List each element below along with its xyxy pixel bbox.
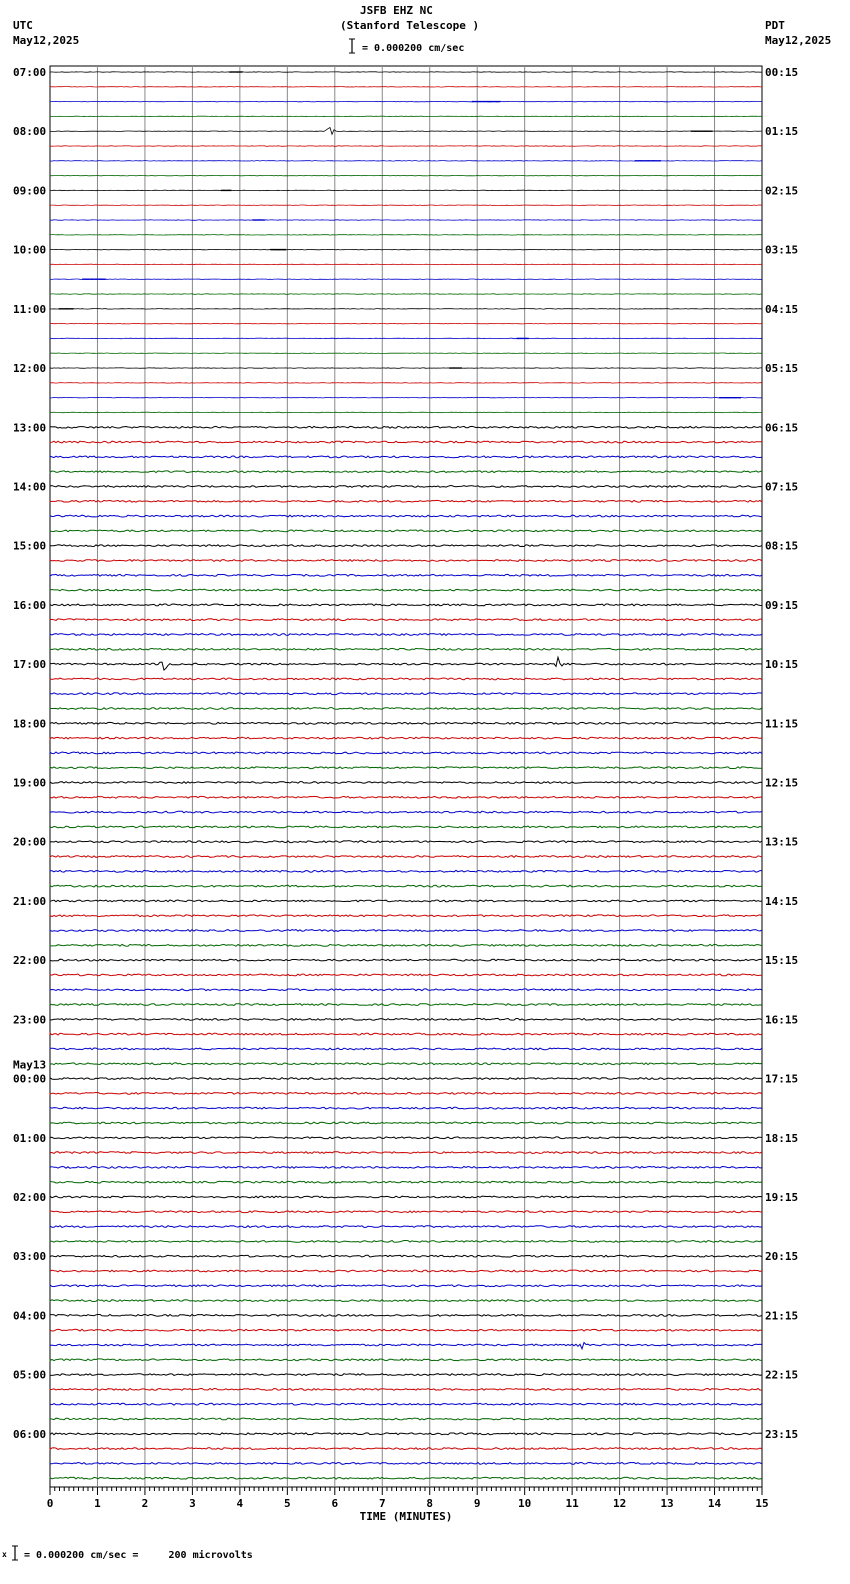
seismic-trace [50,648,762,650]
seismic-trace [50,1078,762,1080]
site-title: (Stanford Telescope ) [340,19,480,32]
left-hour-label: 11:00 [13,302,47,316]
seismic-trace [50,1285,762,1287]
seismic-trace [50,767,762,769]
seismic-trace [50,128,762,135]
left-date-label: May12,2025 [13,34,80,47]
right-hour-label: 23:15 [765,1427,799,1441]
seismic-trace [50,1477,762,1479]
seismic-trace [50,146,762,147]
seismic-trace [50,752,762,754]
seismic-trace [50,1300,762,1302]
seismic-trace [50,101,762,102]
seismic-trace [50,885,762,887]
seismic-trace [50,397,762,398]
seismic-trace [50,515,762,517]
right-hour-label: 17:15 [765,1072,799,1086]
seismic-trace [50,235,762,236]
seismic-trace [50,116,762,117]
seismic-trace [50,323,762,324]
seismic-trace [50,657,762,670]
seismic-trace [50,1374,762,1376]
seismic-trace [50,294,762,295]
seismic-trace [50,826,762,828]
seismic-trace [50,796,762,798]
footer-calibration: = 0.000200 cm/sec = 200 microvolts [24,1550,253,1561]
x-tick-label: 4 [236,1497,244,1510]
seismic-trace [50,1270,762,1272]
right-hour-label: 14:15 [765,894,799,908]
seismic-trace [50,279,762,280]
footer-marker: x [2,1550,7,1559]
seismic-trace [50,1152,762,1154]
seismic-trace [50,856,762,858]
scale-label: = 0.000200 cm/sec [362,43,465,54]
seismic-trace [50,1018,762,1020]
right-hour-label: 18:15 [765,1131,799,1145]
seismic-trace [50,1389,762,1391]
seismic-trace [50,471,762,473]
seismic-trace [50,545,762,547]
seismic-trace [50,87,762,88]
right-hour-label: 22:15 [765,1368,799,1382]
left-hour-label: 18:00 [13,717,47,731]
right-hour-label: 13:15 [765,835,799,849]
seismic-trace [50,693,762,695]
right-hour-label: 02:15 [765,184,799,198]
seismic-trace [50,175,762,176]
right-hour-label: 09:15 [765,598,799,612]
seismic-trace [50,1433,762,1435]
right-hour-label: 20:15 [765,1250,799,1264]
seismic-trace [50,249,762,250]
right-hour-label: 00:15 [765,66,799,79]
seismic-trace [50,560,762,562]
seismic-trace [50,1329,762,1331]
right-hour-label: 04:15 [765,302,799,316]
left-hour-label: 15:00 [13,539,47,553]
right-hour-label: 12:15 [765,776,799,790]
seismic-trace [50,264,762,265]
left-hour-label: 14:00 [13,480,47,494]
x-axis-label: TIME (MINUTES) [359,1510,453,1523]
seismic-trace [50,574,762,576]
seismic-trace [50,722,762,724]
seismic-trace [50,1315,762,1317]
seismic-trace [50,1181,762,1183]
seismic-trace [50,456,762,458]
right-hour-label: 05:15 [765,362,799,376]
seismic-trace [50,205,762,206]
left-hour-label: 01:00 [13,1131,47,1145]
right-hour-label: 21:15 [765,1309,799,1323]
left-hour-label: 23:00 [13,1013,47,1027]
left-hour-label: 10:00 [13,243,47,257]
left-hour-label: 02:00 [13,1190,47,1204]
left-hour-label: 17:00 [13,658,47,672]
seismic-trace [50,1093,762,1095]
seismic-trace [50,589,762,591]
seismic-trace [50,1448,762,1450]
seismic-trace [50,353,762,354]
left-hour-label: 19:00 [13,776,47,790]
seismic-trace [50,1048,762,1050]
seismic-trace [50,486,762,488]
x-tick-label: 0 [46,1497,54,1510]
seismic-trace [50,1463,762,1465]
seismic-trace [50,944,762,946]
seismic-trace [50,1107,762,1109]
seismic-trace [50,190,762,191]
seismic-trace [50,870,762,872]
x-tick-label: 11 [565,1497,579,1510]
left-hour-label: 03:00 [13,1250,47,1264]
left-hour-label: 04:00 [13,1309,47,1323]
seismic-trace [50,811,762,813]
seismic-trace [50,412,762,413]
x-tick-label: 7 [378,1497,386,1510]
seismic-trace [50,309,762,310]
right-hour-label: 08:15 [765,539,799,553]
left-hour-label: 08:00 [13,125,47,139]
left-hour-label: 06:00 [13,1427,47,1441]
station-title: JSFB EHZ NC [360,4,433,17]
seismic-trace [50,1418,762,1420]
right-hour-label: 01:15 [765,125,799,139]
right-hour-label: 06:15 [765,421,799,435]
seismic-trace [50,1241,762,1243]
seismic-trace [50,708,762,710]
x-tick-label: 2 [141,1497,149,1510]
seismic-trace [50,1255,762,1257]
seismic-trace [50,930,762,932]
left-hour-label: 16:00 [13,598,47,612]
x-tick-label: 3 [189,1497,196,1510]
seismic-trace [50,841,762,843]
seismic-trace [50,1403,762,1405]
seismic-trace [50,989,762,991]
seismic-trace [50,500,762,502]
left-hour-label: 13:00 [13,421,47,435]
seismic-trace [50,915,762,917]
seismic-trace [50,1343,762,1349]
right-zone-label: PDT [765,19,785,32]
seismic-trace [50,368,762,369]
seismic-trace [50,678,762,680]
right-hour-label: 15:15 [765,954,799,968]
left-hour-label: 05:00 [13,1368,47,1382]
seismic-trace [50,1033,762,1035]
seismic-trace [50,634,762,636]
seismic-trace [50,530,762,532]
left-hour-label: 09:00 [13,184,47,198]
seismic-trace [50,604,762,606]
x-tick-label: 14 [707,1497,722,1510]
seismic-trace [50,619,762,621]
x-tick-label: 5 [284,1497,291,1510]
right-date-label: May12,2025 [765,34,832,47]
right-hour-label: 03:15 [765,243,799,257]
x-tick-label: 12 [612,1497,627,1510]
seismic-trace [50,782,762,784]
left-hour-label: 00:00 [13,1072,47,1086]
footer-scale-bar-icon [10,1545,20,1561]
seismic-trace [50,974,762,976]
x-tick-label: 13 [660,1497,674,1510]
seismic-trace [50,959,762,961]
x-tick-label: 1 [94,1497,101,1510]
seismic-trace [50,737,762,739]
seismic-trace [50,1226,762,1228]
seismic-trace [50,1359,762,1361]
right-hour-label: 16:15 [765,1013,799,1027]
x-tick-label: 10 [518,1497,532,1510]
seismic-trace [50,1167,762,1169]
right-hour-label: 10:15 [765,658,799,672]
left-hour-label: 12:00 [13,362,47,376]
x-tick-label: 6 [331,1497,339,1510]
seismic-trace [50,1122,762,1124]
x-tick-label: 9 [473,1497,481,1510]
left-hour-label: 07:00 [13,66,47,79]
seismic-trace [50,1004,762,1006]
seismic-trace [50,383,762,384]
right-hour-label: 07:15 [765,480,799,494]
right-hour-label: 19:15 [765,1190,799,1204]
x-tick-label: 15 [755,1497,769,1510]
right-hour-label: 11:15 [765,717,799,731]
x-tick-label: 8 [426,1497,434,1510]
seismic-trace [50,338,762,339]
left-hour-label: 21:00 [13,894,47,908]
seismic-trace [50,220,762,221]
seismic-trace [50,441,762,443]
seismic-trace [50,1211,762,1213]
seismic-trace [50,1196,762,1198]
left-zone-label: UTC [13,19,33,32]
seismic-trace [50,900,762,902]
left-date-change-label: May13 [13,1058,47,1072]
seismic-trace [50,426,762,428]
seismic-trace [50,1137,762,1139]
left-hour-label: 20:00 [13,835,47,849]
seismic-trace [50,1063,762,1065]
left-hour-label: 22:00 [13,954,47,968]
